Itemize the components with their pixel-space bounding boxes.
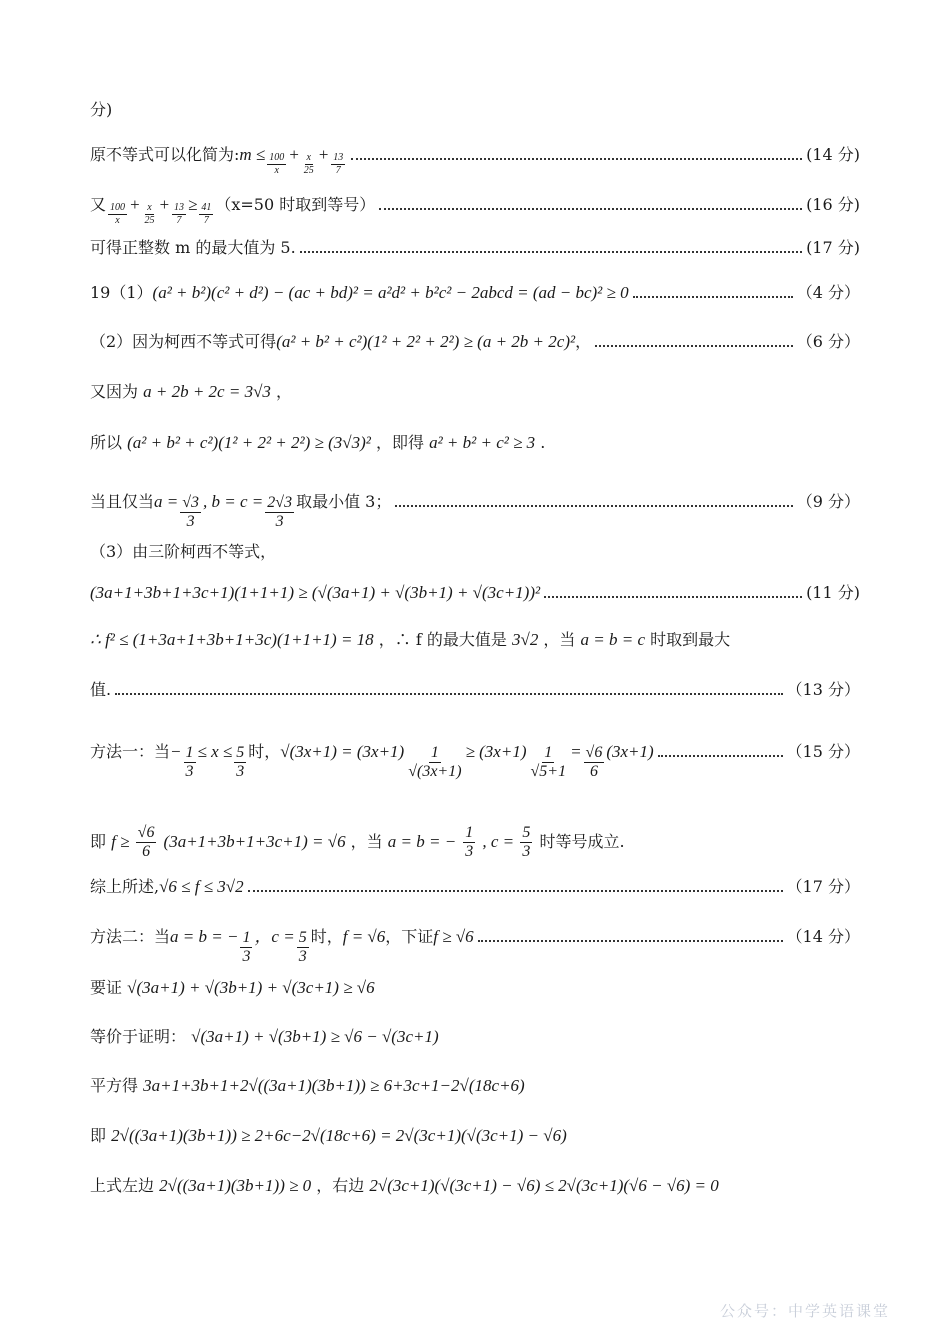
text: 即: [90, 832, 107, 851]
fraction-sqrt6-6: $\frac{√6}{6}$: [585, 744, 603, 780]
line-max-m: [90, 238, 860, 258]
math: 2√((3a+1)(3b+1)) ≥ 2+6c−2√(18c+6) = 2√(3c+1)(√(3c+1) − √6): [111, 1126, 567, 1145]
tail: 取最小值 3；: [296, 492, 392, 511]
line-condition: [90, 382, 292, 402]
score: (11 分): [806, 583, 860, 602]
fraction-13-7: $\frac{13}{7}$: [173, 202, 184, 226]
math: 3a+1+3b+1+2√((3a+1)(3b+1)) ≥ 6+3c+1−2√(18c+6): [143, 1076, 525, 1095]
text: 可得正整数 m 的最大值为 5.: [90, 238, 296, 257]
fraction-x-25: $\frac{x}{25}$: [303, 152, 314, 176]
math: √6 ≤ f ≤ 3√2: [159, 877, 244, 896]
text: 上式左边: [90, 1176, 155, 1195]
text: 19（1）: [90, 283, 153, 302]
text: 方法二：当: [90, 927, 171, 946]
fraction-2sqrt3-3: $\frac{2√3}{3}$: [267, 494, 293, 530]
line-19-1: [90, 283, 860, 303]
line-equivalent: [90, 1027, 439, 1047]
fraction-100-x: $\frac{100}{x}$: [110, 202, 126, 226]
watermark: 公众号：中学英语课堂: [719, 1302, 890, 1320]
tail: 时等号成立.: [539, 832, 625, 851]
score: （14 分）: [786, 927, 860, 946]
math: 2√(3c+1)(√(3c+1) − √6) ≤ 2√(3c+1)(√6 − √6) = 0: [369, 1176, 719, 1195]
math: ≥ (3x+1): [465, 742, 527, 761]
math: a = b = c: [580, 630, 646, 649]
dot-leader: [633, 295, 793, 298]
dot-leader: [248, 889, 783, 892]
math: (a² + b² + c²)(1² + 2² + 2²) ≥ (3√3)²: [127, 433, 371, 452]
tail: ，: [276, 382, 293, 401]
fraction-100-x: $\frac{100}{x}$: [269, 152, 285, 176]
math: (3a+1+3b+1+3c+1) = √6: [163, 832, 346, 851]
line-19-3: [90, 542, 276, 562]
line-method2: [90, 927, 860, 966]
math: (a² + b² + c²)(1² + 2² + 2²) ≥ (a + 2b + 2c)²: [276, 332, 576, 351]
text: 所以: [90, 433, 123, 452]
math: f = √6: [342, 927, 386, 946]
text: （3）由三阶柯西不等式，: [90, 542, 277, 561]
score: （15 分）: [786, 742, 860, 761]
math: a + 2b + 2c = 3√3: [143, 382, 271, 401]
math: , b = c =: [203, 492, 264, 511]
mid: ，当: [350, 832, 383, 851]
text: 平方得: [90, 1076, 139, 1095]
math: √(3x+1) = (3x+1): [280, 742, 405, 761]
line-method1: 方法一：当 − $\frac{1}{3}$ ≤ x ≤ $\frac{5}{3}$ 时， √(3x+1) = (3x+1) $\frac{1}{√(3x+1)}$ ≥ (3x+1) $\frac{1}{√5+1}$ = $\frac{√6}{6}$ (3x+1) （15 分）: [90, 742, 860, 780]
math: ∴ f² ≤ (1+3a+1+3b+1+3c)(1+1+1) = 18: [90, 630, 374, 649]
line-simplify: 原不等式可以化简为: m ≤ $\frac{100}{x}$ + $\frac{x}{25}$ + $\frac{13}{7}$ (14 分): [90, 145, 860, 176]
line-square: [90, 1076, 525, 1096]
mid: ，即得: [375, 433, 424, 452]
mid: ，∴ f 的最大值是: [378, 630, 507, 649]
text: 综上所述,: [90, 877, 160, 896]
score: （17 分）: [786, 877, 860, 896]
score: （9 分）: [796, 492, 860, 511]
fraction-5-3: $\frac{5}{3}$: [298, 929, 307, 965]
line-bound: 又 $\frac{100}{x}$ + $\frac{x}{25}$ + $\frac{13}{7}$ ≥ $\frac{41}{7}$ （x=50 时取到等号） (16 分): [90, 195, 860, 226]
score: (16 分): [806, 195, 860, 214]
math: 3√2: [511, 630, 539, 649]
line-cauchy3: [90, 583, 860, 603]
line-method1-result: [90, 824, 625, 861]
fraction-5-3: $\frac{5}{3}$: [522, 824, 531, 860]
text: 又因为: [90, 382, 139, 401]
text: 即: [90, 1126, 107, 1145]
line-to-prove: [90, 978, 375, 998]
score: (14 分): [806, 145, 860, 164]
score: （6 分）: [796, 332, 860, 351]
line-fmax: [90, 630, 730, 650]
math: , c =: [482, 832, 519, 851]
line-equality: [90, 492, 860, 531]
mid: 时，: [248, 742, 281, 761]
fraction-1-3: $\frac{1}{3}$: [465, 824, 474, 860]
fraction-13-7: $\frac{13}{7}$: [333, 152, 344, 176]
mid: ，右边: [316, 1176, 365, 1195]
math: m ≤: [239, 145, 266, 164]
dot-leader: [395, 504, 792, 507]
tail: ，: [575, 332, 592, 351]
score: (17 分): [806, 238, 860, 257]
dot-leader: [115, 692, 782, 695]
tail: 时取到最大: [650, 630, 731, 649]
math: (a² + b²)(c² + d²) − (ac + bd)² = a²d² + b²c² − 2abcd = (ad − bc)² ≥ 0: [152, 283, 629, 302]
math: a² + b² + c² ≥ 3: [429, 433, 536, 452]
line-therefore: [90, 433, 545, 453]
text: 当且仅当: [90, 492, 155, 511]
dot-leader: [478, 939, 783, 942]
dot-leader: [300, 250, 802, 253]
text: 方法一：当: [90, 742, 171, 761]
dot-leader: [658, 754, 783, 757]
tail: ，当: [543, 630, 576, 649]
score: （4 分）: [796, 283, 860, 302]
line-conclusion: [90, 1176, 719, 1196]
line-continuation: [90, 100, 112, 120]
text: 分): [90, 100, 113, 119]
math: (3x+1): [606, 742, 654, 761]
fraction-1-sqrt5: $\frac{1}{√5+1}$: [530, 744, 567, 780]
dot-leader: [351, 157, 802, 160]
fraction-1-3: $\frac{1}{3}$: [185, 744, 194, 780]
dot-leader: [595, 344, 793, 347]
math: a =: [154, 492, 179, 511]
math: ≤ x ≤: [197, 742, 233, 761]
line-19-2: [90, 332, 860, 352]
math: =: [570, 742, 582, 761]
tail: .: [540, 433, 546, 452]
line-rearranged: [90, 1126, 567, 1146]
math: f ≥ √6: [433, 927, 474, 946]
text: 等价于证明：: [90, 1027, 187, 1046]
fraction-sqrt3-3: $\frac{√3}{3}$: [182, 494, 200, 530]
math: f ≥: [111, 832, 134, 851]
text: 要证: [90, 978, 123, 997]
math: (3a+1+3b+1+3c+1)(1+1+1) ≥ (√(3a+1) + √(3b+1) + √(3c+1))²: [90, 583, 541, 602]
dot-leader: [379, 207, 802, 210]
tail: （x=50 时取到等号）: [215, 195, 376, 214]
score: （13 分）: [786, 680, 860, 699]
fraction-5-3: $\frac{5}{3}$: [236, 744, 245, 780]
fraction-sqrt6-6: $\frac{√6}{6}$: [137, 824, 155, 860]
math: a = b = −: [170, 927, 239, 946]
text: 原不等式可以化简为:: [90, 145, 240, 164]
fraction-1-sqrt3x1: $\frac{1}{√(3x+1)}$: [408, 744, 462, 780]
math: ，c =: [254, 927, 295, 946]
fraction-x-25: $\frac{x}{25}$: [144, 202, 155, 226]
fraction-1-3: $\frac{1}{3}$: [242, 929, 251, 965]
line-summary: [90, 877, 860, 897]
math: 2√((3a+1)(3b+1)) ≥ 0: [159, 1176, 312, 1195]
math: √(3a+1) + √(3b+1) + √(3c+1) ≥ √6: [127, 978, 375, 997]
dot-leader: [544, 595, 802, 598]
fraction-41-7: $\frac{41}{7}$: [201, 202, 212, 226]
text: （2）因为柯西不等式可得: [90, 332, 277, 351]
math: a = b = −: [387, 832, 457, 851]
line-value: [90, 680, 860, 700]
text: 又: [90, 195, 107, 214]
mid: ，下证: [385, 927, 434, 946]
mid: 时，: [310, 927, 343, 946]
math: √(3a+1) + √(3b+1) ≥ √6 − √(3c+1): [191, 1027, 439, 1046]
math: ≥: [187, 195, 198, 214]
text: 值.: [90, 680, 112, 699]
